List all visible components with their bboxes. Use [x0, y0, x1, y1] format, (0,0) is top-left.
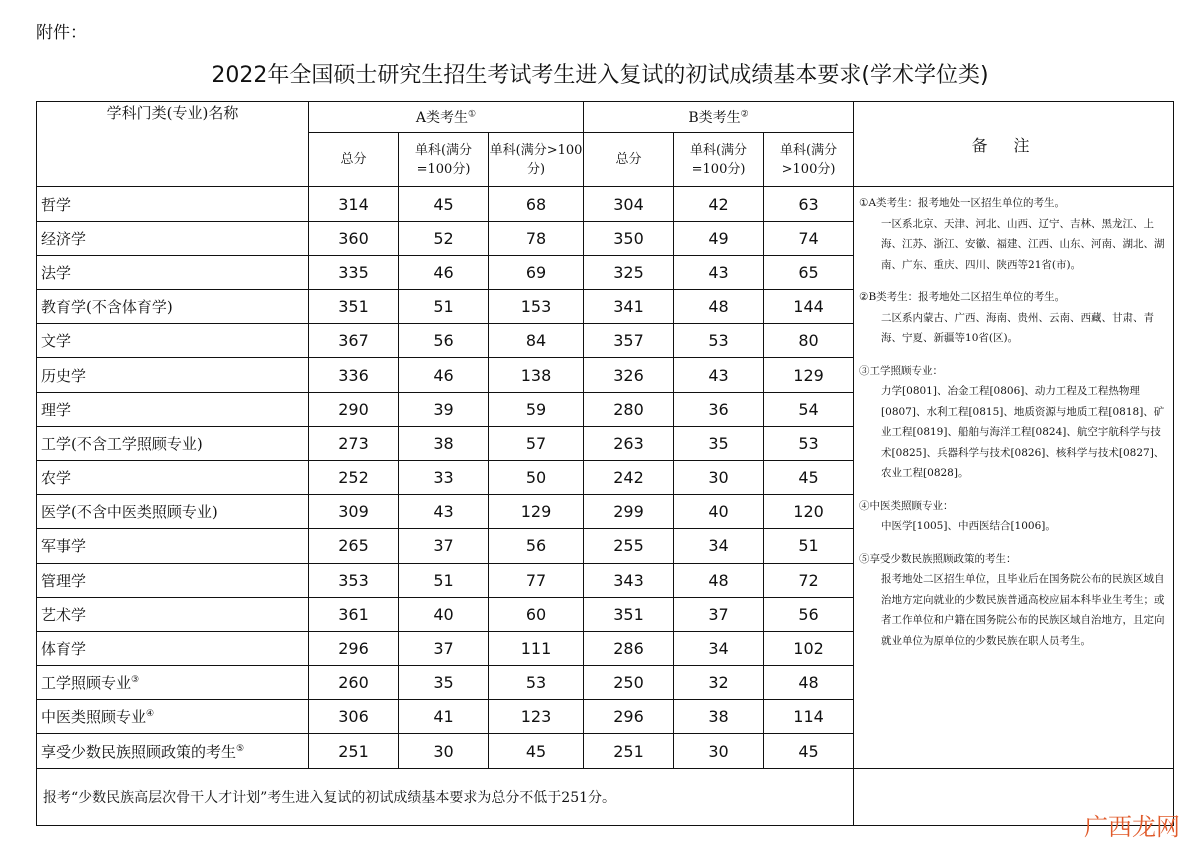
- b-singlegt100: 45: [764, 734, 854, 768]
- subject-label: 工学(不含工学照顾专业): [41, 434, 203, 453]
- b-total: 343: [584, 563, 674, 597]
- note-4-title: ④中医类照顾专业：: [859, 499, 954, 512]
- b-single100: 30: [674, 460, 764, 494]
- b-single100: 36: [674, 392, 764, 426]
- b-total-header: 总分: [584, 133, 674, 187]
- b-total: 251: [584, 734, 674, 768]
- b-single100: 38: [674, 700, 764, 734]
- a-singlegt100-header: 单科(满分>100分): [489, 133, 584, 187]
- a-total: 351: [309, 290, 399, 324]
- group-b-label: B类考生: [688, 110, 741, 127]
- a-single100: 45: [399, 187, 489, 221]
- b-single100: 43: [674, 255, 764, 289]
- b-single100: 53: [674, 324, 764, 358]
- b-single100: 30: [674, 734, 764, 768]
- b-total: 299: [584, 495, 674, 529]
- a-singlegt100: 59: [489, 392, 584, 426]
- b-singlegt100: 74: [764, 221, 854, 255]
- subject-name: [37, 666, 309, 700]
- column-group-b: [584, 102, 854, 133]
- a-singlegt100: 68: [489, 187, 584, 221]
- group-b-mark: ②: [740, 109, 749, 120]
- b-single100: 40: [674, 495, 764, 529]
- a-total: 361: [309, 597, 399, 631]
- column-header-notes: 备注: [854, 102, 1174, 187]
- a-single100: 37: [399, 529, 489, 563]
- a-single100: 51: [399, 563, 489, 597]
- b-singlegt100: 129: [764, 358, 854, 392]
- subject-name: [37, 734, 309, 768]
- subject-label: 体育学: [41, 640, 87, 658]
- a-total: 251: [309, 734, 399, 768]
- note-1: [859, 193, 1167, 275]
- a-total: 290: [309, 392, 399, 426]
- subject-label: 享受少数民族照顾政策的考生: [41, 742, 237, 761]
- a-singlegt100: 84: [489, 324, 584, 358]
- b-total: 242: [584, 460, 674, 494]
- subject-mark: ⑤: [236, 743, 245, 754]
- subject-label: 教育学(不含体育学): [41, 298, 173, 317]
- b-total: 280: [584, 392, 674, 426]
- b-single100: 37: [674, 597, 764, 631]
- subject-name: [37, 426, 309, 460]
- a-total: 335: [309, 255, 399, 289]
- table-footnote: 报考“少数民族高层次骨干人才计划”考生进入复试的初试成绩基本要求为总分不低于251分。: [37, 768, 854, 825]
- subject-name: [37, 290, 309, 324]
- note-5-title: ⑤享受少数民族照顾政策的考生：: [859, 552, 1017, 565]
- a-singlegt100: 129: [489, 495, 584, 529]
- b-total: 341: [584, 290, 674, 324]
- column-group-a: [309, 102, 584, 133]
- table-row: [37, 187, 1174, 221]
- a-total: 260: [309, 666, 399, 700]
- note-3-body: 力学[0801]、冶金工程[0806]、动力工程及工程热物理[0807]、水利工程[0815]、地质资源与地质工程[0818]、矿业工程[0819]、船舶与海洋工程[0824]、航空宇航科学与技术[0825]、兵器科学与技术[0826]、核科学与技术[0827]、农业工程[0828]。: [881, 385, 1165, 480]
- b-total: 296: [584, 700, 674, 734]
- group-a-label: A类考生: [415, 110, 469, 127]
- a-single100: 37: [399, 631, 489, 665]
- a-single100: 56: [399, 324, 489, 358]
- subject-name: [37, 529, 309, 563]
- a-total: 360: [309, 221, 399, 255]
- a-singlegt100: 78: [489, 221, 584, 255]
- b-total: 326: [584, 358, 674, 392]
- a-single100: 38: [399, 426, 489, 460]
- a-total: 353: [309, 563, 399, 597]
- a-single100: 51: [399, 290, 489, 324]
- note-4: [859, 496, 1167, 537]
- b-singlegt100: 48: [764, 666, 854, 700]
- a-single100: 43: [399, 495, 489, 529]
- b-single100: 34: [674, 631, 764, 665]
- group-a-mark: ①: [468, 109, 477, 120]
- a-single100: 33: [399, 460, 489, 494]
- a-single100: 40: [399, 597, 489, 631]
- subject-name: [37, 631, 309, 665]
- a-singlegt100: 111: [489, 631, 584, 665]
- a-singlegt100: 60: [489, 597, 584, 631]
- a-total-header: 总分: [309, 133, 399, 187]
- a-total: 306: [309, 700, 399, 734]
- a-singlegt100: 53: [489, 666, 584, 700]
- watermark-logo: 广西龙网: [1084, 813, 1180, 841]
- b-singlegt100: 45: [764, 460, 854, 494]
- a-single100: 39: [399, 392, 489, 426]
- b-single100: 32: [674, 666, 764, 700]
- a-singlegt100: 50: [489, 460, 584, 494]
- note-1-body: 一区系北京、天津、河北、山西、辽宁、吉林、黑龙江、上海、江苏、浙江、安徽、福建、江西、山东、河南、湖北、湖南、广东、重庆、四川、陕西等21省(市)。: [881, 217, 1165, 271]
- b-singlegt100: 63: [764, 187, 854, 221]
- b-total: 263: [584, 426, 674, 460]
- a-total: 314: [309, 187, 399, 221]
- b-singlegt100: 54: [764, 392, 854, 426]
- subject-name: [37, 597, 309, 631]
- b-total: 351: [584, 597, 674, 631]
- b-single100: 43: [674, 358, 764, 392]
- b-singlegt100: 102: [764, 631, 854, 665]
- a-singlegt100: 77: [489, 563, 584, 597]
- a-singlegt100: 45: [489, 734, 584, 768]
- subject-label: 工学照顾专业: [41, 674, 132, 693]
- note-3-title: ③工学照顾专业：: [859, 364, 944, 377]
- a-total: 296: [309, 631, 399, 665]
- subject-label: 管理学: [41, 571, 87, 590]
- note-4-body: 中医学[1005]、中西医结合[1006]。: [881, 520, 1056, 533]
- note-1-title: ①A类考生：报考地处一区招生单位的考生。: [859, 197, 1066, 210]
- b-singlegt100: 80: [764, 324, 854, 358]
- note-2: [859, 287, 1167, 349]
- b-singlegt100: 51: [764, 529, 854, 563]
- subject-label: 经济学: [41, 229, 87, 248]
- subject-name: [37, 358, 309, 392]
- b-total: 304: [584, 187, 674, 221]
- b-singlegt100: 56: [764, 597, 854, 631]
- b-single100: 42: [674, 187, 764, 221]
- b-singlegt100: 72: [764, 563, 854, 597]
- b-singlegt100: 53: [764, 426, 854, 460]
- b-total: 250: [584, 666, 674, 700]
- subject-label: 医学(不含中医类照顾专业): [41, 503, 218, 522]
- page-title: 2022年全国硕士研究生招生考试考生进入复试的初试成绩基本要求(学术学位类): [211, 63, 989, 88]
- b-single100: 34: [674, 529, 764, 563]
- a-singlegt100: 56: [489, 529, 584, 563]
- notes-cell: [854, 187, 1174, 768]
- a-singlegt100: 57: [489, 426, 584, 460]
- subject-mark: ④: [146, 709, 155, 720]
- note-5-body: 报考地处二区招生单位，且毕业后在国务院公布的民族区域自治地方定向就业的少数民族普通高校应届本科毕业生考生；或者工作单位和户籍在国务院公布的民族区域自治地方，且定向就业单位为原单位的少数民族在职人员考生。: [881, 573, 1165, 647]
- subject-label: 文学: [41, 332, 72, 351]
- b-total: 286: [584, 631, 674, 665]
- a-total: 252: [309, 460, 399, 494]
- a-total: 336: [309, 358, 399, 392]
- a-total: 273: [309, 426, 399, 460]
- a-single100: 52: [399, 221, 489, 255]
- b-singlegt100: 65: [764, 255, 854, 289]
- a-singlegt100: 138: [489, 358, 584, 392]
- subject-name: [37, 563, 309, 597]
- column-header-name: 学科门类(专业)名称: [37, 102, 309, 187]
- subject-label: 中医类照顾专业: [41, 708, 147, 727]
- subject-name: [37, 187, 309, 221]
- a-singlegt100: 69: [489, 255, 584, 289]
- subject-label: 军事学: [41, 537, 87, 556]
- subject-name: [37, 392, 309, 426]
- note-2-body: 二区系内蒙古、广西、海南、贵州、云南、西藏、甘肃、青海、宁夏、新疆等10省(区)。: [881, 311, 1155, 345]
- a-total: 265: [309, 529, 399, 563]
- subject-label: 法学: [41, 263, 72, 282]
- b-single100: 49: [674, 221, 764, 255]
- b-single100-header: 单科(满分=100分): [674, 133, 764, 187]
- subject-name: [37, 255, 309, 289]
- a-single100: 30: [399, 734, 489, 768]
- subject-name: [37, 460, 309, 494]
- subject-name: [37, 221, 309, 255]
- b-singlegt100: 114: [764, 700, 854, 734]
- b-single100: 48: [674, 290, 764, 324]
- subject-name: [37, 324, 309, 358]
- b-singlegt100-header: 单科(满分>100分): [764, 133, 854, 187]
- a-single100-header: 单科(满分=100分): [399, 133, 489, 187]
- b-single100: 48: [674, 563, 764, 597]
- a-total: 309: [309, 495, 399, 529]
- subject-mark: ③: [131, 675, 140, 686]
- a-single100: 35: [399, 666, 489, 700]
- subject-label: 农学: [41, 469, 72, 488]
- a-single100: 46: [399, 358, 489, 392]
- subject-label: 理学: [41, 400, 72, 419]
- b-total: 255: [584, 529, 674, 563]
- subject-label: 历史学: [41, 366, 87, 385]
- score-table: [36, 101, 1174, 826]
- note-2-title: ②B类考生：报考地处二区招生单位的考生。: [859, 291, 1066, 304]
- note-3: [859, 361, 1167, 484]
- subject-label: 艺术学: [41, 605, 87, 624]
- b-total: 325: [584, 255, 674, 289]
- b-total: 357: [584, 324, 674, 358]
- attachment-label: 附件：: [36, 23, 87, 43]
- b-singlegt100: 144: [764, 290, 854, 324]
- a-singlegt100: 153: [489, 290, 584, 324]
- subject-name: [37, 700, 309, 734]
- a-singlegt100: 123: [489, 700, 584, 734]
- b-singlegt100: 120: [764, 495, 854, 529]
- a-single100: 41: [399, 700, 489, 734]
- b-single100: 35: [674, 426, 764, 460]
- a-single100: 46: [399, 255, 489, 289]
- b-total: 350: [584, 221, 674, 255]
- note-5: [859, 549, 1167, 652]
- subject-name: [37, 495, 309, 529]
- a-total: 367: [309, 324, 399, 358]
- subject-label: 哲学: [41, 195, 72, 214]
